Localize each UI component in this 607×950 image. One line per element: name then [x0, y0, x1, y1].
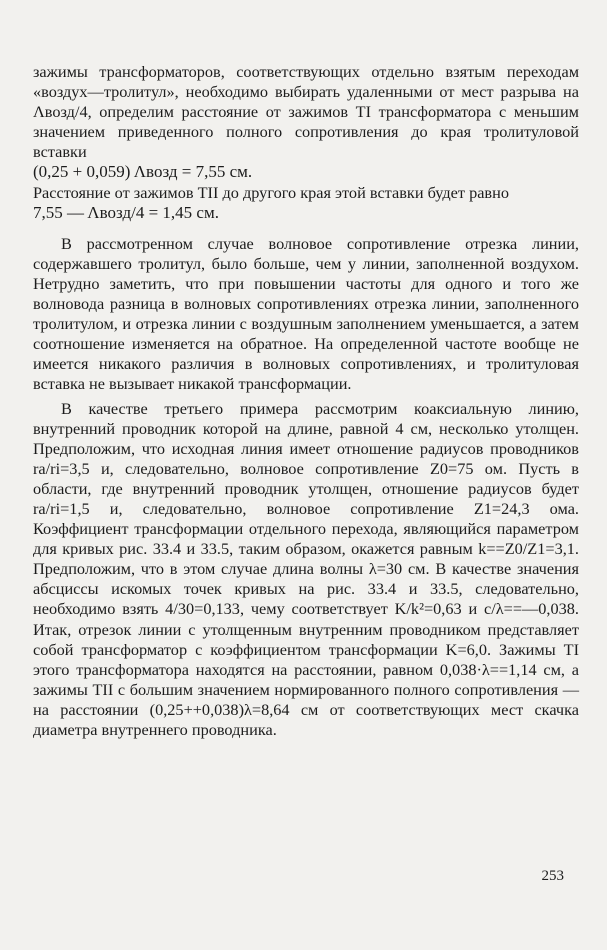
- paragraph-1: зажимы трансформаторов, соответствующих отдельно взятым переходам «воздух—тролитул», необходимо выбирать удаленными от мест разрыва на Λвозд/4, определим расстояние от зажимов TI трансформатора с меньшим значением приведенного полного сопротивления до края тролитуловой вставки: [33, 62, 579, 162]
- paragraph-4: В качестве третьего примера рассмотрим коаксиальную линию, внутренний проводник которой на длине, равной 4 см, несколько утолщен. Предположим, что исходная линия имеет отношение радиусов проводников ra/ri=3,5 и, следовательно, волновое сопротивление Z0=75 ом. Пусть в области, где внутренний проводник утолщен, отношение радиусов будет ra/ri=1,5 и, следовательно, волновое сопротивление Z1=24,3 ома. Коэффициент трансформации отдельного перехода, являющийся параметром для кривых рис. 33.4 и 33.5, таким образом, окажется равным k==Z0/Z1=3,1. Предположим, что в этом случае длина волны λ=30 см. В качестве значения абсциссы искомых точек кривых на рис. 33.4 и 33.5, следовательно, необходимо взять 4/30=0,133, чему соответствует K/k²=0,63 и c/λ==—0,038. Итак, отрезок линии с утолщенным внутренним проводником представляет собой трансформатор с коэффициентом трансформации K=6,0. Зажимы TI этого трансформатора находятся на расстоянии, равном 0,038·λ==1,14 см, а зажимы TII с большим значением нормированного полного сопротивления — на расстоянии (0,25++0,038)λ=8,64 см от соответствующих мест скачка диаметра внутреннего проводника.: [33, 398, 579, 739]
- paragraph-2: Расстояние от зажимов TII до другого края этой вставки будет равно: [33, 182, 509, 202]
- page-number: 253: [541, 868, 564, 884]
- formula-1: (0,25 + 0,059) Λвозд = 7,55 см.: [33, 162, 253, 182]
- formula-2: 7,55 — Λвозд/4 = 1,45 см.: [33, 202, 219, 222]
- paragraph-3: В рассмотренном случае волновое сопротивление отрезка линии, содержавшего тролитул, было больше, чем у линии, заполненной воздухом. Нетрудно заметить, что при повышении частоты для одного и того же волновода разница в волновых сопротивлениях отрезка линии, заполненного тролитулом, и отрезка линии с воздушным заполнением уменьшается, а затем соотношение изменяется на обратное. На определенной частоте вообще не имеется никакого различия в волновых сопротивлениях, и тролитуловая вставка не вызывает никакой трансформации.: [33, 233, 579, 394]
- text-block: [33, 62, 579, 740]
